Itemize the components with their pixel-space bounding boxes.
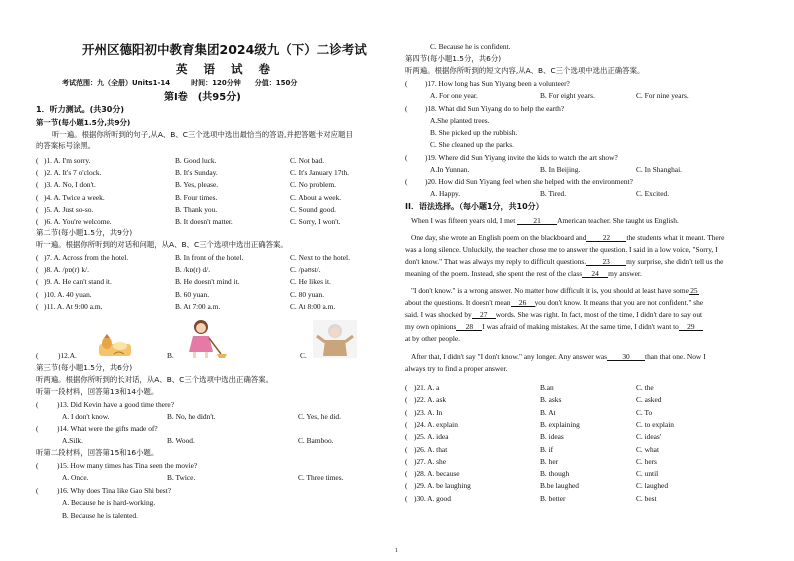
q13-option-b: B. No, he didn't. bbox=[167, 412, 216, 421]
question-paren: ( bbox=[36, 289, 39, 299]
question-paren: ( bbox=[36, 156, 39, 165]
question-paren: ( bbox=[36, 192, 39, 202]
passage-line-12: always try to find a proper answer. bbox=[405, 364, 508, 373]
q19-option-b: B. In Beijing. bbox=[540, 165, 581, 174]
q15-option-c: C. Three times. bbox=[298, 473, 344, 482]
question-option-b: B. /kɒ(r) d/. bbox=[175, 265, 211, 275]
exam-title: 开州区德阳初中教育集团2024级九（下）二诊考试 bbox=[82, 42, 367, 57]
question-option-b: B. Thank you. bbox=[175, 204, 218, 214]
question-option-c: C. ideas' bbox=[636, 432, 662, 442]
q15-question: )15. How many times has Tina seen the movie? bbox=[57, 461, 198, 470]
q20-paren: ( bbox=[405, 177, 408, 186]
question-option-a: )6. A. You're welcome. bbox=[44, 217, 112, 226]
passage-line-5: meaning of the poem. Instead, she spent the rest of the class 24 my answer. bbox=[405, 269, 642, 278]
question-paren: ( bbox=[405, 456, 408, 466]
q12-option-c: C. bbox=[300, 351, 307, 360]
section-1-title: 第一节(每小题1.5分,共9分) bbox=[36, 118, 131, 127]
blank-25[interactable]: 25 bbox=[690, 286, 698, 295]
picture-option-a bbox=[98, 334, 132, 358]
q14-option-b: B. Wood. bbox=[167, 436, 195, 445]
question-option-b: B. Yes, please. bbox=[175, 180, 219, 190]
question-option-c: C. It's January 17th. bbox=[290, 168, 350, 178]
question-option-a: )3. A. No, I don't. bbox=[44, 180, 96, 190]
q19-paren: ( bbox=[405, 153, 408, 162]
question-paren: ( bbox=[405, 419, 408, 429]
question-option-b: B.an bbox=[540, 383, 554, 392]
question-paren: ( bbox=[405, 432, 408, 442]
question-option-b: B. her bbox=[540, 456, 559, 466]
q18-question: )18. What did Sun Yiyang do to help the earth? bbox=[425, 104, 565, 113]
question-option-a: )23. A. In bbox=[414, 407, 443, 417]
question-option-a: )7. A. Across from the hotel. bbox=[44, 253, 129, 262]
q17-question: )17. How long has Sun Yiyang been a volunteer? bbox=[425, 79, 570, 88]
blank-22[interactable]: 22 bbox=[586, 234, 626, 242]
question-option-c: C. Next to the hotel. bbox=[290, 253, 350, 262]
listening-heading: 1．听力测试。(共30分) bbox=[36, 105, 125, 114]
blank-24[interactable]: 24 bbox=[582, 270, 608, 278]
blank-21[interactable]: 21 bbox=[517, 217, 557, 225]
section-3-title: 第三节(每小题1.5分，共6分) bbox=[36, 363, 133, 372]
question-paren: ( bbox=[36, 265, 39, 275]
question-paren: ( bbox=[36, 180, 39, 190]
q20-option-a: A. Happy. bbox=[430, 189, 461, 198]
question-option-a: )28. A. because bbox=[414, 469, 460, 479]
page-number: 1 bbox=[395, 548, 398, 554]
question-paren: ( bbox=[405, 395, 408, 405]
q17-option-b: B. For eight years. bbox=[540, 91, 595, 100]
q19-option-a: A.In Yunnan. bbox=[430, 165, 470, 174]
question-option-a: )1. A. I'm sorry. bbox=[44, 156, 91, 165]
blank-23[interactable]: 23 bbox=[586, 258, 626, 266]
question-paren: ( bbox=[405, 407, 408, 417]
q12-paren: ( bbox=[36, 351, 39, 360]
question-option-b: B. It doesn't matter. bbox=[175, 217, 233, 226]
question-option-a: )10. A. 40 yuan. bbox=[44, 289, 92, 299]
q16-option-a: A. Because he is hard-working. bbox=[62, 498, 156, 507]
q18-option-b: B. She picked up the rubbish. bbox=[430, 128, 518, 137]
question-option-c: C. Not bad. bbox=[290, 156, 325, 165]
question-option-b: B. if bbox=[540, 444, 554, 454]
question-paren: ( bbox=[405, 469, 408, 479]
q14-option-c: C. Bamboo. bbox=[298, 436, 334, 445]
question-option-a: )30. A. good bbox=[414, 493, 451, 503]
q17-option-a: A. For one year. bbox=[430, 91, 478, 100]
blank-29[interactable]: 29 bbox=[679, 323, 703, 331]
question-option-a: )9. A. He can't stand it. bbox=[44, 277, 112, 287]
q16-paren: ( bbox=[36, 486, 39, 495]
q18-paren: ( bbox=[405, 104, 408, 113]
passage-line-8: said. I was shocked by 27 words. She was right. In fact, most of the time, I didn't dare to say out bbox=[405, 310, 703, 319]
q20-question: )20. How did Sun Yiyang feel when she helped with the environment? bbox=[425, 177, 633, 186]
q18-option-a: A.She planted trees. bbox=[430, 116, 490, 125]
passage-line-6: "I don't know." is a wrong answer. No matter how difficult it is, you should at least have some25 bbox=[411, 286, 698, 295]
question-option-b: B. asks bbox=[540, 395, 562, 405]
blank-27[interactable]: 27 bbox=[472, 311, 496, 319]
question-option-a: )21. A. a bbox=[414, 383, 440, 392]
question-option-a: )2. A. It's 7 o'clock. bbox=[44, 168, 102, 178]
question-option-a: )29. A. be laughing bbox=[414, 481, 471, 491]
part-one-title: 第Ⅰ卷 (共95分) bbox=[164, 92, 241, 103]
q16-question: )16. Why does Tina like Gao Shi best? bbox=[57, 486, 172, 495]
question-option-b: B.be laughed bbox=[540, 481, 579, 491]
question-option-b: B. It's Sunday. bbox=[175, 168, 218, 178]
q13-option-a: A. I don't know. bbox=[62, 412, 110, 421]
q15-option-a: A. Once. bbox=[62, 473, 89, 482]
question-option-c: C. to explain bbox=[636, 419, 674, 429]
question-paren: ( bbox=[36, 253, 39, 262]
passage-line-1: When I was fifteen years old, I met 21 American teacher. She taught us English. bbox=[411, 216, 679, 225]
question-option-b: B. better bbox=[540, 493, 566, 503]
subject-title: 英 语 试 卷 bbox=[176, 62, 277, 76]
passage-line-11: After that, I didn't say "I don't know." any longer. Any answer was 30 than that one. Now I bbox=[411, 352, 706, 361]
question-option-c: C. until bbox=[636, 469, 659, 479]
q17-paren: ( bbox=[405, 79, 408, 88]
question-option-a: )22. A. ask bbox=[414, 395, 447, 405]
question-option-c: C. 80 yuan. bbox=[290, 289, 325, 299]
q17-option-c: C. For nine years. bbox=[636, 91, 689, 100]
question-paren: ( bbox=[36, 204, 39, 214]
question-paren: ( bbox=[405, 493, 408, 503]
grammar-heading: II．语法选择。（每小题1分，共10分） bbox=[405, 202, 544, 211]
question-paren: ( bbox=[36, 217, 39, 226]
q19-option-c: C. In Shanghai. bbox=[636, 165, 682, 174]
q13-question: )13. Did Kevin have a good time there? bbox=[57, 400, 174, 409]
section-1-instructions-cont: 的答案标号涂黑。 bbox=[36, 141, 96, 150]
question-option-a: )27. A. she bbox=[414, 456, 447, 466]
section-2-instructions: 听一遍。根据你所听到的对话和问题，从A、B、C三个选项中选出正确答案。 bbox=[36, 240, 288, 249]
question-paren: ( bbox=[36, 277, 39, 287]
question-option-b: B. He doesn't mind it. bbox=[175, 277, 240, 287]
exam-info: 考试范围：九（全册）Units1-14 时间：120分钟 分值：150分 bbox=[62, 79, 298, 87]
question-option-a: )25. A. idea bbox=[414, 432, 449, 442]
section-1-instructions: 听一遍。根据你所听到的句子,从A、B、C三个选项中选出最恰当的答语,并把答题卡对应题目 bbox=[52, 130, 353, 139]
question-option-c: C. the bbox=[636, 383, 654, 392]
question-option-a: )4. A. Twice a week. bbox=[44, 192, 105, 202]
question-option-c: C. About a week. bbox=[290, 192, 342, 202]
section-4-instructions: 听两遍。根据你所听到的短文内容,从A、B、C三个选项中选出正确答案。 bbox=[405, 66, 645, 75]
question-option-a: )26. A. that bbox=[414, 444, 448, 454]
q13-option-c: C. Yes, he did. bbox=[298, 412, 341, 421]
question-option-c: C. /pəʊst/. bbox=[290, 265, 321, 275]
q12-option-b: B. bbox=[167, 351, 174, 360]
question-paren: ( bbox=[36, 301, 39, 311]
question-option-c: C. hers bbox=[636, 456, 657, 466]
question-option-a: )11. A. At 9:00 a.m. bbox=[44, 301, 103, 311]
q16-option-c: C. Because he is confident. bbox=[430, 42, 511, 51]
passage-line-2: One day, she wrote an English poem on the blackboard and 22 the students what it meant. There bbox=[411, 233, 725, 242]
q15-paren: ( bbox=[36, 461, 39, 470]
question-option-c: C. Sound good. bbox=[290, 204, 336, 214]
picture-option-c bbox=[313, 320, 357, 358]
passage-line-9: my own opinions 28 I was afraid of making mistakes. At the same time, I didn't want to 29 bbox=[405, 323, 703, 331]
question-option-b: B. At 7:00 a.m. bbox=[175, 301, 221, 311]
passage-line-3: was a long silence. Unluckily, the teacher chose me to answer the question. I said in a low voice, "Sorry, I bbox=[405, 245, 718, 254]
question-option-a: )24. A. explain bbox=[414, 419, 458, 429]
question-option-c: C. At 8:00 a.m. bbox=[290, 301, 336, 311]
q14-paren: ( bbox=[36, 424, 39, 433]
question-paren: ( bbox=[405, 383, 408, 392]
question-option-a: )5. A. Just so-so. bbox=[44, 204, 94, 214]
q20-option-c: C. Excited. bbox=[636, 189, 670, 198]
question-option-b: B. 60 yuan. bbox=[175, 289, 210, 299]
passage-line-4: don't know." That was always my reply to difficult questions. 23 my surprise, she didn't tell us the bbox=[405, 257, 724, 266]
question-option-b: B. Good luck. bbox=[175, 156, 217, 165]
blank-26[interactable]: 26 bbox=[511, 299, 535, 307]
question-option-c: C. No problem. bbox=[290, 180, 336, 190]
question-option-c: C. Sorry, I won't. bbox=[290, 217, 341, 226]
question-option-c: C. what bbox=[636, 444, 659, 454]
question-option-b: B. At bbox=[540, 407, 556, 417]
question-option-c: C. He likes it. bbox=[290, 277, 331, 287]
question-option-c: C. best bbox=[636, 493, 657, 503]
q12-label: )12.A. bbox=[58, 351, 77, 360]
question-option-b: B. explaining bbox=[540, 419, 580, 429]
q15-option-b: B. Twice. bbox=[167, 473, 196, 482]
q14-question: )14. What were the gifts made of? bbox=[57, 424, 158, 433]
blank-28[interactable]: 28 bbox=[456, 323, 482, 331]
question-option-b: B. ideas bbox=[540, 432, 564, 442]
q13-paren: ( bbox=[36, 400, 39, 409]
question-option-b: B. Four times. bbox=[175, 192, 218, 202]
q18-option-c: C. She cleaned up the parks. bbox=[430, 140, 514, 149]
question-option-c: C. asked bbox=[636, 395, 662, 405]
question-paren: ( bbox=[405, 481, 408, 491]
section-3-instructions: 听两遍。根据你所听到的长对话，从A、B、C三个选项中选出正确答案。 bbox=[36, 375, 274, 384]
blank-30[interactable]: 30 bbox=[607, 353, 645, 361]
question-option-b: B. In front of the hotel. bbox=[175, 253, 244, 262]
picture-option-b bbox=[183, 318, 231, 360]
question-option-c: C. To bbox=[636, 407, 653, 417]
section-4-title: 第四节(每小题1.5分，共6分) bbox=[405, 54, 502, 63]
section-2-title: 第二节(每小题1.5分，共9分) bbox=[36, 228, 133, 237]
passage-line-10: at by other people. bbox=[405, 334, 461, 343]
question-option-a: )8. A. /pɒ(r) k/. bbox=[44, 265, 89, 275]
question-option-b: B. though bbox=[540, 469, 570, 479]
question-option-c: C. laughed bbox=[636, 481, 669, 491]
material-2-note: 听第二段材料，回答第15和16小题。 bbox=[36, 448, 159, 457]
q16-option-b: B. Because he is talented. bbox=[62, 511, 138, 520]
question-paren: ( bbox=[36, 168, 39, 178]
material-1-note: 听第一段材料，回答第13和14小题。 bbox=[36, 387, 159, 396]
q19-question: )19. Where did Sun Yiyang invite the kids to watch the art show? bbox=[425, 153, 618, 162]
question-paren: ( bbox=[405, 444, 408, 454]
q14-option-a: A.Silk. bbox=[62, 436, 83, 445]
passage-line-7: about the questions. It doesn't mean 26 you don't know. It means that you are not confident." she bbox=[405, 298, 704, 307]
q20-option-b: B. Tired. bbox=[540, 189, 567, 198]
